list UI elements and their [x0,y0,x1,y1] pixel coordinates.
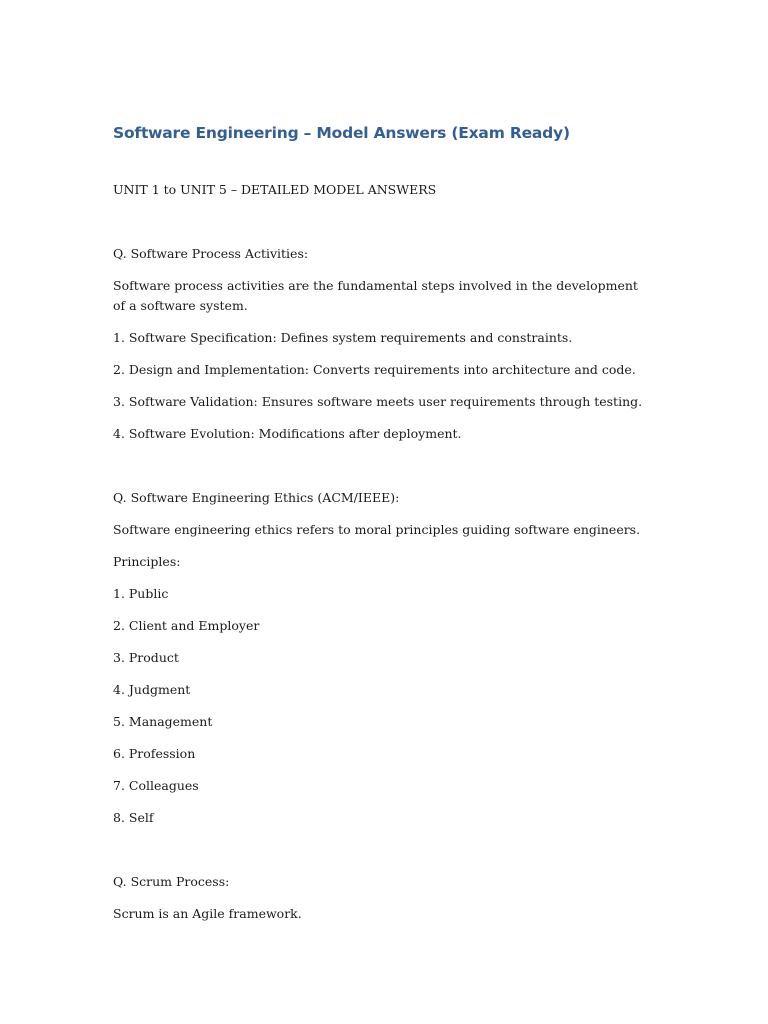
list-item: 6. Profession [113,746,196,761]
list-item: 1. Public [113,586,169,601]
list-item: 8. Self [113,810,154,825]
answer-paragraph: Scrum is an Agile framework. [113,906,302,921]
list-item: 4. Judgment [113,682,191,697]
list-item: 5. Management [113,714,213,729]
question-heading: Q. Scrum Process: [113,874,230,889]
question-heading: Q. Software Process Activities: [113,246,309,261]
list-item: 3. Product [113,650,179,665]
list-item: 4. Software Evolution: Modifications after deployment. [113,426,462,441]
list-item: 2. Client and Employer [113,618,260,633]
list-item: 2. Design and Implementation: Converts requirements into architecture and code. [113,362,636,377]
principles-label: Principles: [113,554,181,569]
document-subtitle: UNIT 1 to UNIT 5 – DETAILED MODEL ANSWERS [113,182,437,197]
question-heading: Q. Software Engineering Ethics (ACM/IEEE): [113,490,400,505]
list-item: 7. Colleagues [113,778,199,793]
answer-paragraph: Software engineering ethics refers to moral principles guiding software engineers. [113,522,641,537]
document-title: Software Engineering – Model Answers (Exam Ready) [113,124,570,142]
list-item: 1. Software Specification: Defines system requirements and constraints. [113,330,573,345]
list-item: 3. Software Validation: Ensures software meets user requirements through testing. [113,394,643,409]
answer-paragraph: Software process activities are the fundamental steps involved in the development of a software system. [113,278,638,313]
